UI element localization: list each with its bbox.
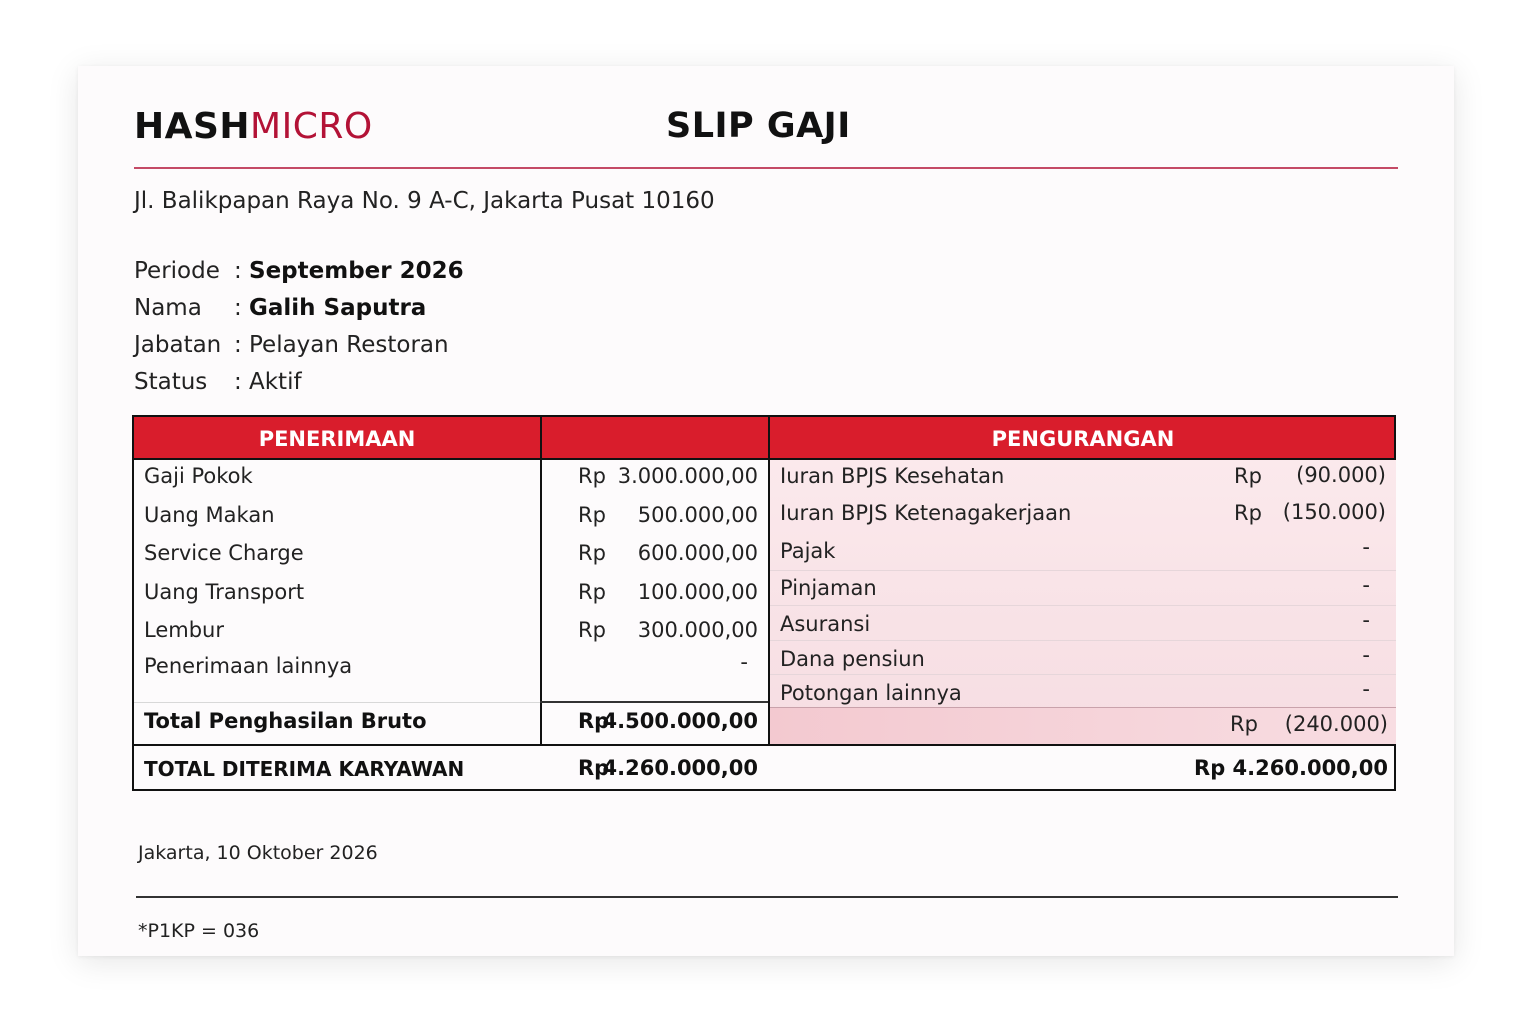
company-address: Jl. Balikpapan Raya No. 9 A-C, Jakarta Pusat 10160 xyxy=(134,188,715,214)
deduction-separator xyxy=(770,640,1396,641)
deduction-amount: - xyxy=(1362,535,1370,559)
info-label: Status xyxy=(134,368,208,395)
company-logo xyxy=(134,106,373,147)
deduction-currency: Rp xyxy=(1234,501,1262,525)
info-label: Jabatan xyxy=(134,331,222,358)
deduction-label: Iuran BPJS Ketenagakerjaan xyxy=(780,501,1072,525)
column-divider-income-amount xyxy=(540,417,542,744)
income-currency: Rp xyxy=(578,464,606,488)
deduction-label: Asuransi xyxy=(780,612,871,636)
income-header: PENERIMAAN xyxy=(258,426,416,451)
deduction-amount: (90.000) xyxy=(1296,463,1386,487)
income-currency: Rp xyxy=(578,580,606,604)
income-label: Penerimaan lainnya xyxy=(144,654,353,678)
income-amount: 600.000,00 xyxy=(637,541,758,565)
deduction-label: Dana pensiun xyxy=(780,647,925,671)
income-label: Lembur xyxy=(144,618,224,642)
deduction-amount: - xyxy=(1362,608,1370,632)
info-value-jabatan: Pelayan Restoran xyxy=(249,331,449,358)
deduction-label: Pajak xyxy=(780,539,836,563)
gross-total-currency: Rp xyxy=(578,709,610,733)
info-label: Periode xyxy=(134,257,220,284)
income-currency: Rp xyxy=(578,541,606,565)
income-amount: 500.000,00 xyxy=(637,503,758,527)
info-colon: : xyxy=(234,331,242,358)
info-value-status: Aktif xyxy=(249,368,302,395)
gross-total-label: Total Penghasilan Bruto xyxy=(144,709,427,733)
deduction-label: Pinjaman xyxy=(780,576,877,600)
deduction-separator xyxy=(770,674,1396,675)
info-colon: : xyxy=(234,294,242,321)
deduction-separator xyxy=(770,570,1396,571)
employee-info xyxy=(134,252,464,400)
place-and-date: Jakarta, 10 Oktober 2026 xyxy=(138,842,378,864)
deduction-total-separator xyxy=(770,707,1396,708)
deduction-total-currency: Rp xyxy=(1230,712,1258,736)
logo-hash-text: HASH xyxy=(134,106,251,147)
deduction-amount: - xyxy=(1362,573,1370,597)
income-label: Uang Makan xyxy=(144,503,275,527)
income-label: Gaji Pokok xyxy=(144,464,253,488)
deduction-total-amount: (240.000) xyxy=(1284,712,1388,736)
salary-table xyxy=(132,415,1396,791)
info-row-jabatan xyxy=(134,326,464,363)
info-colon: : xyxy=(234,257,242,284)
net-total-label: TOTAL DITERIMA KARYAWAN xyxy=(144,757,465,781)
deduction-label: Potongan lainnya xyxy=(780,681,962,705)
info-value-periode: September 2026 xyxy=(249,257,464,284)
deduction-amount: - xyxy=(1362,677,1370,701)
column-divider-deductions xyxy=(768,417,770,744)
info-row-nama xyxy=(134,289,464,326)
net-total-currency: Rp xyxy=(578,756,610,780)
info-row-status xyxy=(134,363,464,400)
income-amount: - xyxy=(740,650,748,674)
income-separator xyxy=(134,702,540,703)
deduction-currency: Rp xyxy=(1234,464,1262,488)
gross-total-amount: 4.500.000,00 xyxy=(602,709,758,733)
signature-line xyxy=(136,896,1398,898)
income-amount: 100.000,00 xyxy=(637,580,758,604)
deduction-separator xyxy=(770,605,1396,606)
header-divider xyxy=(134,167,1398,169)
info-label: Nama xyxy=(134,294,202,321)
payslip-document xyxy=(78,66,1454,956)
income-amount-separator xyxy=(540,701,768,703)
deduction-label: Iuran BPJS Kesehatan xyxy=(780,464,1005,488)
info-colon: : xyxy=(234,368,242,395)
document-title: SLIP GAJI xyxy=(666,106,851,146)
footnote: *P1KP = 036 xyxy=(138,920,260,942)
deduction-amount: (150.000) xyxy=(1282,500,1386,524)
info-value-nama: Galih Saputra xyxy=(249,294,427,321)
income-label: Service Charge xyxy=(144,541,304,565)
logo-micro-text: MICRO xyxy=(250,106,373,147)
deduction-header: PENGURANGAN xyxy=(991,426,1175,451)
deduction-amount: - xyxy=(1362,643,1370,667)
income-amount: 3.000.000,00 xyxy=(617,464,758,488)
net-total-divider xyxy=(134,744,1394,746)
net-total-amount: 4.260.000,00 xyxy=(602,756,758,780)
income-amount: 300.000,00 xyxy=(637,618,758,642)
info-row-periode xyxy=(134,252,464,289)
net-total-amount-right: Rp 4.260.000,00 xyxy=(1194,756,1388,780)
income-currency: Rp xyxy=(578,618,606,642)
income-currency: Rp xyxy=(578,503,606,527)
income-label: Uang Transport xyxy=(144,580,305,604)
